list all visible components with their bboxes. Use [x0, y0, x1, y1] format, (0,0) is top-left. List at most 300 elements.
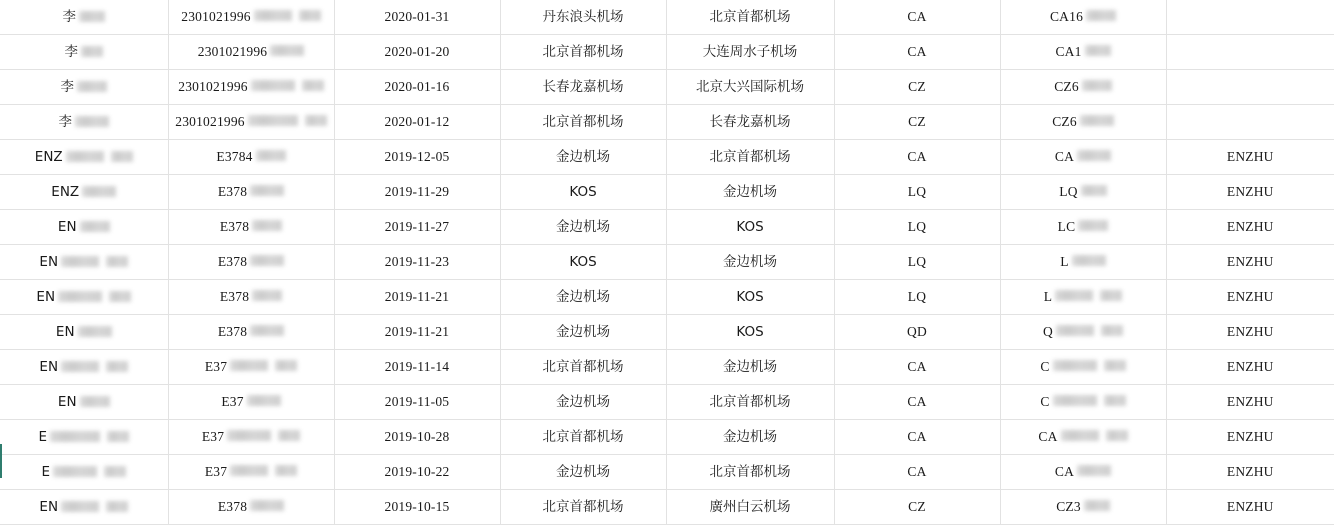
cell-airline-code[interactable]	[834, 140, 1000, 175]
cell-flight-number-text: CA	[1038, 429, 1058, 444]
redaction-blur	[252, 290, 282, 301]
cell-departure-airport[interactable]	[500, 245, 666, 280]
cell-airline-code[interactable]	[834, 420, 1000, 455]
cell-arrival-airport[interactable]	[666, 70, 834, 105]
cell-departure-airport-text: KOS	[569, 254, 597, 270]
redaction-blur	[1053, 395, 1097, 406]
cell-arrival-airport[interactable]	[666, 0, 834, 35]
cell-airline-code-text: LQ	[907, 289, 927, 304]
cell-flight-number[interactable]	[1000, 385, 1166, 420]
cell-departure-airport-text: 丹东浪头机场	[542, 9, 624, 25]
redaction-blur	[256, 150, 286, 161]
redaction-blur	[230, 360, 268, 371]
cell-arrival-airport[interactable]	[666, 140, 834, 175]
cell-flight-number[interactable]	[1000, 140, 1166, 175]
redaction-blur	[299, 10, 321, 21]
cell-passenger-name[interactable]	[0, 385, 168, 420]
redaction-blur	[1078, 220, 1108, 231]
redaction-blur	[82, 186, 116, 197]
cell-flight-number[interactable]	[1000, 420, 1166, 455]
redaction-blur	[251, 80, 295, 91]
cell-flight-date-text: 2019-11-23	[384, 254, 450, 269]
cell-flight-number[interactable]	[1000, 35, 1166, 70]
cell-agent-code[interactable]	[1166, 210, 1334, 245]
cell-passenger-name[interactable]	[0, 420, 168, 455]
cell-passenger-name[interactable]	[0, 455, 168, 490]
cell-passenger-name-text: 李	[62, 9, 76, 25]
table-row[interactable]	[0, 140, 1334, 175]
cell-departure-airport[interactable]	[500, 350, 666, 385]
cell-flight-number-text: C	[1040, 394, 1050, 409]
cell-flight-number[interactable]	[1000, 175, 1166, 210]
cell-flight-number-text: CA	[1054, 464, 1075, 479]
cell-airline-code-text: QD	[907, 324, 927, 339]
cell-flight-date[interactable]	[334, 490, 500, 525]
cell-airline-code[interactable]	[834, 315, 1000, 350]
cell-agent-code-text: ENZHU	[1226, 359, 1274, 374]
cell-airline-code-text: CZ	[908, 114, 926, 129]
cell-flight-date-text: 2019-10-22	[384, 464, 450, 479]
redaction-blur	[250, 255, 284, 266]
cell-airline-code-text: CA	[907, 429, 927, 444]
cell-agent-code-text: ENZHU	[1226, 219, 1274, 234]
cell-agent-code-text: ENZHU	[1226, 149, 1274, 164]
redaction-blur	[1072, 255, 1106, 266]
cell-arrival-airport[interactable]	[666, 245, 834, 280]
cell-flight-date[interactable]	[334, 420, 500, 455]
cell-arrival-airport[interactable]	[666, 455, 834, 490]
cell-airline-code[interactable]	[834, 385, 1000, 420]
cell-flight-date[interactable]	[334, 385, 500, 420]
cell-passenger-name-text: EN	[39, 499, 59, 515]
redaction-blur	[58, 291, 102, 302]
table-row[interactable]	[0, 280, 1334, 315]
cell-passenger-name-text: EN	[57, 219, 77, 235]
cell-id-number-text: E37	[201, 429, 225, 444]
cell-arrival-airport[interactable]	[666, 420, 834, 455]
cell-flight-date[interactable]	[334, 175, 500, 210]
cell-arrival-airport-text: 金边机场	[723, 359, 777, 375]
cell-passenger-name[interactable]	[0, 315, 168, 350]
redaction-blur	[250, 185, 284, 196]
cell-flight-date[interactable]	[334, 455, 500, 490]
cell-flight-date[interactable]	[334, 70, 500, 105]
table-row[interactable]	[0, 315, 1334, 350]
redaction-blur	[1100, 290, 1122, 301]
cell-passenger-name[interactable]	[0, 105, 168, 140]
cell-id-number[interactable]	[168, 350, 334, 385]
cell-agent-code[interactable]	[1166, 385, 1334, 420]
cell-flight-number-text: CZ6	[1054, 79, 1079, 94]
cell-departure-airport[interactable]	[500, 105, 666, 140]
redaction-blur	[61, 501, 99, 512]
cell-flight-date-text: 2019-11-14	[384, 359, 450, 374]
cell-flight-date-text: 2020-01-20	[384, 44, 450, 59]
redaction-blur	[230, 465, 268, 476]
cell-passenger-name[interactable]	[0, 245, 168, 280]
redaction-blur	[1080, 115, 1114, 126]
table-row[interactable]	[0, 175, 1334, 210]
cell-arrival-airport[interactable]	[666, 105, 834, 140]
cell-flight-date[interactable]	[334, 35, 500, 70]
cell-passenger-name-text: E	[38, 429, 48, 445]
table-row[interactable]	[0, 420, 1334, 455]
cell-id-number-text: 2301021996	[178, 79, 248, 94]
cell-passenger-name-text: EN	[36, 289, 56, 305]
cell-arrival-airport-text: KOS	[736, 219, 764, 235]
redaction-blur	[250, 325, 284, 336]
cell-agent-code-text: ENZHU	[1226, 184, 1274, 199]
cell-flight-date[interactable]	[334, 210, 500, 245]
table-row[interactable]	[0, 455, 1334, 490]
cell-agent-code[interactable]	[1166, 490, 1334, 525]
cell-departure-airport-text: 北京首都机场	[542, 44, 624, 60]
cell-flight-date-text: 2020-01-12	[384, 114, 450, 129]
cell-passenger-name[interactable]	[0, 140, 168, 175]
cell-flight-number-text: LC	[1057, 219, 1076, 234]
cell-flight-date-text: 2019-11-21	[384, 324, 450, 339]
redaction-blur	[66, 151, 104, 162]
cell-airline-code[interactable]	[834, 210, 1000, 245]
cell-departure-airport-text: 长春龙嘉机场	[542, 79, 624, 95]
redaction-blur	[1104, 395, 1126, 406]
cell-flight-number-text: C	[1040, 359, 1050, 374]
cell-flight-date[interactable]	[334, 280, 500, 315]
cell-flight-number-text: CZ6	[1052, 114, 1077, 129]
cell-id-number-text: 2301021996	[175, 114, 245, 129]
cell-passenger-name[interactable]	[0, 70, 168, 105]
redaction-blur	[104, 466, 126, 477]
cell-agent-code-text: ENZHU	[1226, 464, 1274, 479]
cell-passenger-name[interactable]	[0, 175, 168, 210]
cell-departure-airport-text: 北京首都机场	[542, 499, 624, 515]
cell-flight-date[interactable]	[334, 0, 500, 35]
cell-airline-code-text: CZ	[908, 79, 926, 94]
cell-airline-code[interactable]	[834, 280, 1000, 315]
redaction-blur	[1053, 360, 1097, 371]
cell-flight-date-text: 2019-11-29	[384, 184, 450, 199]
redaction-blur	[1082, 80, 1112, 91]
table-row[interactable]	[0, 245, 1334, 280]
cell-arrival-airport-text: 廣州白云机场	[709, 499, 791, 515]
cell-flight-number[interactable]	[1000, 455, 1166, 490]
redaction-blur	[106, 361, 128, 372]
cell-id-number-text: E378	[219, 219, 250, 234]
cell-airline-code[interactable]	[834, 35, 1000, 70]
cell-passenger-name[interactable]	[0, 210, 168, 245]
cell-departure-airport[interactable]	[500, 455, 666, 490]
redaction-blur	[1081, 185, 1107, 196]
cell-passenger-name-text: EN	[55, 324, 75, 340]
cell-passenger-name-text: ENZ	[51, 184, 80, 200]
cell-arrival-airport-text: 北京首都机场	[709, 394, 791, 410]
redaction-blur	[111, 151, 133, 162]
cell-arrival-airport-text: 北京大兴国际机场	[696, 79, 804, 95]
cell-id-number[interactable]	[168, 455, 334, 490]
redaction-blur	[50, 431, 100, 442]
cell-arrival-airport-text: 长春龙嘉机场	[709, 114, 791, 130]
table-row[interactable]	[0, 385, 1334, 420]
cell-agent-code[interactable]	[1166, 455, 1334, 490]
redaction-blur	[75, 116, 109, 127]
cell-passenger-name[interactable]	[0, 35, 168, 70]
cell-departure-airport[interactable]	[500, 385, 666, 420]
cell-id-number-text: E37	[221, 394, 244, 409]
table-row[interactable]	[0, 350, 1334, 385]
cell-flight-date-text: 2019-11-27	[384, 219, 450, 234]
cell-arrival-airport-text: 金边机场	[723, 429, 777, 445]
cell-agent-code[interactable]	[1166, 105, 1334, 140]
cell-id-number[interactable]	[168, 35, 334, 70]
cell-id-number[interactable]	[168, 280, 334, 315]
cell-arrival-airport[interactable]	[666, 210, 834, 245]
cell-id-number-text: E3784	[216, 149, 253, 164]
redaction-blur	[252, 220, 282, 231]
cell-id-number-text: E378	[219, 289, 250, 304]
cell-flight-number[interactable]	[1000, 245, 1166, 280]
cell-arrival-airport-text: 金边机场	[723, 184, 777, 200]
redaction-blur	[1061, 430, 1099, 441]
cell-flight-number-text: L	[1043, 289, 1053, 304]
cell-flight-number-text: L	[1060, 254, 1069, 269]
redaction-blur	[1056, 325, 1094, 336]
cell-arrival-airport-text: KOS	[736, 289, 764, 305]
table-row[interactable]	[0, 105, 1334, 140]
cell-flight-date-text: 2020-01-16	[384, 79, 450, 94]
cell-flight-date-text: 2020-01-31	[384, 9, 450, 24]
cell-airline-code[interactable]	[834, 490, 1000, 525]
cell-id-number-text: 2301021996	[181, 9, 251, 24]
redaction-blur	[248, 115, 298, 126]
redaction-blur	[80, 396, 110, 407]
cell-flight-date[interactable]	[334, 245, 500, 280]
cell-id-number[interactable]	[168, 385, 334, 420]
cell-flight-number[interactable]	[1000, 490, 1166, 525]
cell-id-number[interactable]	[168, 210, 334, 245]
redaction-blur	[106, 501, 128, 512]
table-row[interactable]	[0, 490, 1334, 525]
cell-arrival-airport[interactable]	[666, 350, 834, 385]
redaction-blur	[227, 430, 271, 441]
cell-agent-code[interactable]	[1166, 35, 1334, 70]
cell-passenger-name-text: 李	[60, 79, 74, 95]
redaction-blur	[1086, 10, 1116, 21]
cell-flight-number-text: CA1	[1055, 44, 1082, 59]
cell-airline-code[interactable]	[834, 0, 1000, 35]
cell-arrival-airport[interactable]	[666, 315, 834, 350]
cell-id-number[interactable]	[168, 70, 334, 105]
redaction-blur	[61, 256, 99, 267]
redaction-blur	[1106, 430, 1128, 441]
cell-arrival-airport[interactable]	[666, 175, 834, 210]
cell-id-number-text: 2301021996	[197, 44, 268, 59]
cell-airline-code[interactable]	[834, 455, 1000, 490]
cell-agent-code[interactable]	[1166, 175, 1334, 210]
cell-airline-code-text: LQ	[907, 219, 927, 234]
cell-id-number-text: E378	[217, 499, 248, 514]
cell-agent-code-text: ENZHU	[1226, 499, 1274, 514]
cell-flight-date[interactable]	[334, 105, 500, 140]
cell-id-number[interactable]	[168, 175, 334, 210]
redaction-blur	[247, 395, 281, 406]
cell-agent-code[interactable]	[1166, 420, 1334, 455]
cell-airline-code[interactable]	[834, 245, 1000, 280]
cell-agent-code-text: ENZHU	[1226, 289, 1274, 304]
redaction-blur	[250, 500, 284, 511]
cell-passenger-name-text: 李	[64, 44, 78, 60]
cell-agent-code-text: ENZHU	[1226, 324, 1274, 339]
cell-id-number[interactable]	[168, 315, 334, 350]
row-selection-accent	[0, 444, 2, 478]
cell-agent-code-text: ENZHU	[1226, 394, 1274, 409]
cell-airline-code[interactable]	[834, 105, 1000, 140]
cell-arrival-airport[interactable]	[666, 280, 834, 315]
table-row[interactable]	[0, 0, 1334, 35]
cell-agent-code[interactable]	[1166, 140, 1334, 175]
table-row[interactable]	[0, 35, 1334, 70]
cell-departure-airport-text: 金边机场	[556, 289, 610, 305]
redaction-blur	[53, 466, 97, 477]
cell-flight-number-text: CZ3	[1056, 499, 1081, 514]
cell-passenger-name-text: E	[41, 464, 51, 480]
cell-passenger-name[interactable]	[0, 0, 168, 35]
cell-arrival-airport-text: 金边机场	[723, 254, 777, 270]
cell-flight-number[interactable]	[1000, 70, 1166, 105]
cell-id-number-text: E37	[204, 464, 228, 479]
cell-departure-airport[interactable]	[500, 35, 666, 70]
cell-airline-code-text: LQ	[907, 184, 927, 199]
cell-flight-number[interactable]	[1000, 315, 1166, 350]
cell-arrival-airport-text: 北京首都机场	[709, 149, 791, 165]
cell-departure-airport[interactable]	[500, 490, 666, 525]
redaction-blur	[305, 115, 327, 126]
cell-airline-code-text: CA	[907, 464, 927, 479]
cell-flight-date[interactable]	[334, 140, 500, 175]
cell-arrival-airport-text: KOS	[736, 324, 764, 340]
cell-agent-code[interactable]	[1166, 70, 1334, 105]
cell-flight-number-text: CA16	[1049, 9, 1084, 24]
cell-id-number[interactable]	[168, 420, 334, 455]
cell-flight-number[interactable]	[1000, 105, 1166, 140]
cell-departure-airport-text: 北京首都机场	[542, 359, 624, 375]
cell-passenger-name-text: EN	[39, 254, 59, 270]
cell-agent-code[interactable]	[1166, 315, 1334, 350]
cell-flight-number-text: Q	[1043, 324, 1053, 339]
cell-id-number-text: E378	[217, 324, 248, 339]
cell-arrival-airport-text: 大连周水子机场	[702, 44, 798, 60]
cell-id-number-text: E37	[204, 359, 228, 374]
redaction-blur	[1104, 360, 1126, 371]
cell-departure-airport[interactable]	[500, 175, 666, 210]
cell-airline-code[interactable]	[834, 70, 1000, 105]
cell-arrival-airport[interactable]	[666, 35, 834, 70]
cell-departure-airport-text: 北京首都机场	[542, 114, 624, 130]
redaction-blur	[79, 11, 105, 22]
cell-passenger-name[interactable]	[0, 280, 168, 315]
cell-airline-code[interactable]	[834, 350, 1000, 385]
cell-departure-airport-text: 北京首都机场	[542, 429, 624, 445]
redaction-blur	[107, 431, 129, 442]
cell-departure-airport-text: 金边机场	[556, 464, 610, 480]
cell-id-number[interactable]	[168, 0, 334, 35]
table-row[interactable]	[0, 70, 1334, 105]
cell-flight-date-text: 2019-10-28	[384, 429, 450, 444]
cell-airline-code-text: CA	[907, 9, 927, 24]
cell-departure-airport-text: 金边机场	[556, 324, 610, 340]
cell-flight-date[interactable]	[334, 350, 500, 385]
redaction-blur	[61, 361, 99, 372]
cell-passenger-name[interactable]	[0, 350, 168, 385]
redaction-blur	[270, 45, 304, 56]
cell-departure-airport[interactable]	[500, 280, 666, 315]
cell-agent-code[interactable]	[1166, 350, 1334, 385]
redaction-blur	[302, 80, 324, 91]
cell-agent-code-text: ENZHU	[1226, 429, 1274, 444]
cell-flight-number[interactable]	[1000, 210, 1166, 245]
redaction-blur	[1084, 500, 1110, 511]
cell-airline-code[interactable]	[834, 175, 1000, 210]
redaction-blur	[1077, 465, 1111, 476]
table-row[interactable]	[0, 210, 1334, 245]
cell-departure-airport[interactable]	[500, 210, 666, 245]
cell-passenger-name[interactable]	[0, 490, 168, 525]
cell-departure-airport[interactable]	[500, 315, 666, 350]
cell-passenger-name-text: 李	[58, 114, 72, 130]
redaction-blur	[275, 360, 297, 371]
cell-airline-code-text: CA	[907, 359, 927, 374]
redaction-blur	[1055, 290, 1093, 301]
cell-agent-code[interactable]	[1166, 0, 1334, 35]
cell-airline-code-text: CZ	[908, 499, 926, 514]
cell-flight-date-text: 2019-11-05	[384, 394, 450, 409]
cell-airline-code-text: CA	[907, 149, 927, 164]
cell-airline-code-text: CA	[907, 44, 927, 59]
redaction-blur	[80, 221, 110, 232]
redaction-blur	[1101, 325, 1123, 336]
redaction-blur	[1077, 150, 1111, 161]
cell-flight-number[interactable]	[1000, 350, 1166, 385]
cell-departure-airport-text: 金边机场	[556, 149, 610, 165]
cell-flight-date-text: 2019-10-15	[384, 499, 450, 514]
cell-departure-airport[interactable]	[500, 140, 666, 175]
cell-id-number[interactable]	[168, 105, 334, 140]
redaction-blur	[81, 46, 103, 57]
cell-departure-airport[interactable]	[500, 70, 666, 105]
cell-passenger-name-text: EN	[39, 359, 59, 375]
redaction-blur	[77, 81, 107, 92]
cell-agent-code[interactable]	[1166, 245, 1334, 280]
cell-departure-airport-text: 金边机场	[556, 394, 610, 410]
cell-flight-date-text: 2019-11-21	[384, 289, 450, 304]
cell-id-number[interactable]	[168, 245, 334, 280]
cell-departure-airport[interactable]	[500, 420, 666, 455]
redaction-blur	[275, 465, 297, 476]
redaction-blur	[109, 291, 131, 302]
cell-flight-number-text: CA	[1054, 149, 1075, 164]
cell-flight-number[interactable]	[1000, 0, 1166, 35]
cell-arrival-airport[interactable]	[666, 385, 834, 420]
cell-departure-airport[interactable]	[500, 0, 666, 35]
cell-airline-code-text: CA	[907, 394, 927, 409]
cell-flight-date[interactable]	[334, 315, 500, 350]
cell-arrival-airport[interactable]	[666, 490, 834, 525]
cell-id-number-text: E378	[217, 184, 248, 199]
cell-flight-number[interactable]	[1000, 280, 1166, 315]
cell-agent-code[interactable]	[1166, 280, 1334, 315]
cell-id-number[interactable]	[168, 490, 334, 525]
cell-id-number[interactable]	[168, 140, 334, 175]
cell-arrival-airport-text: 北京首都机场	[709, 464, 791, 480]
